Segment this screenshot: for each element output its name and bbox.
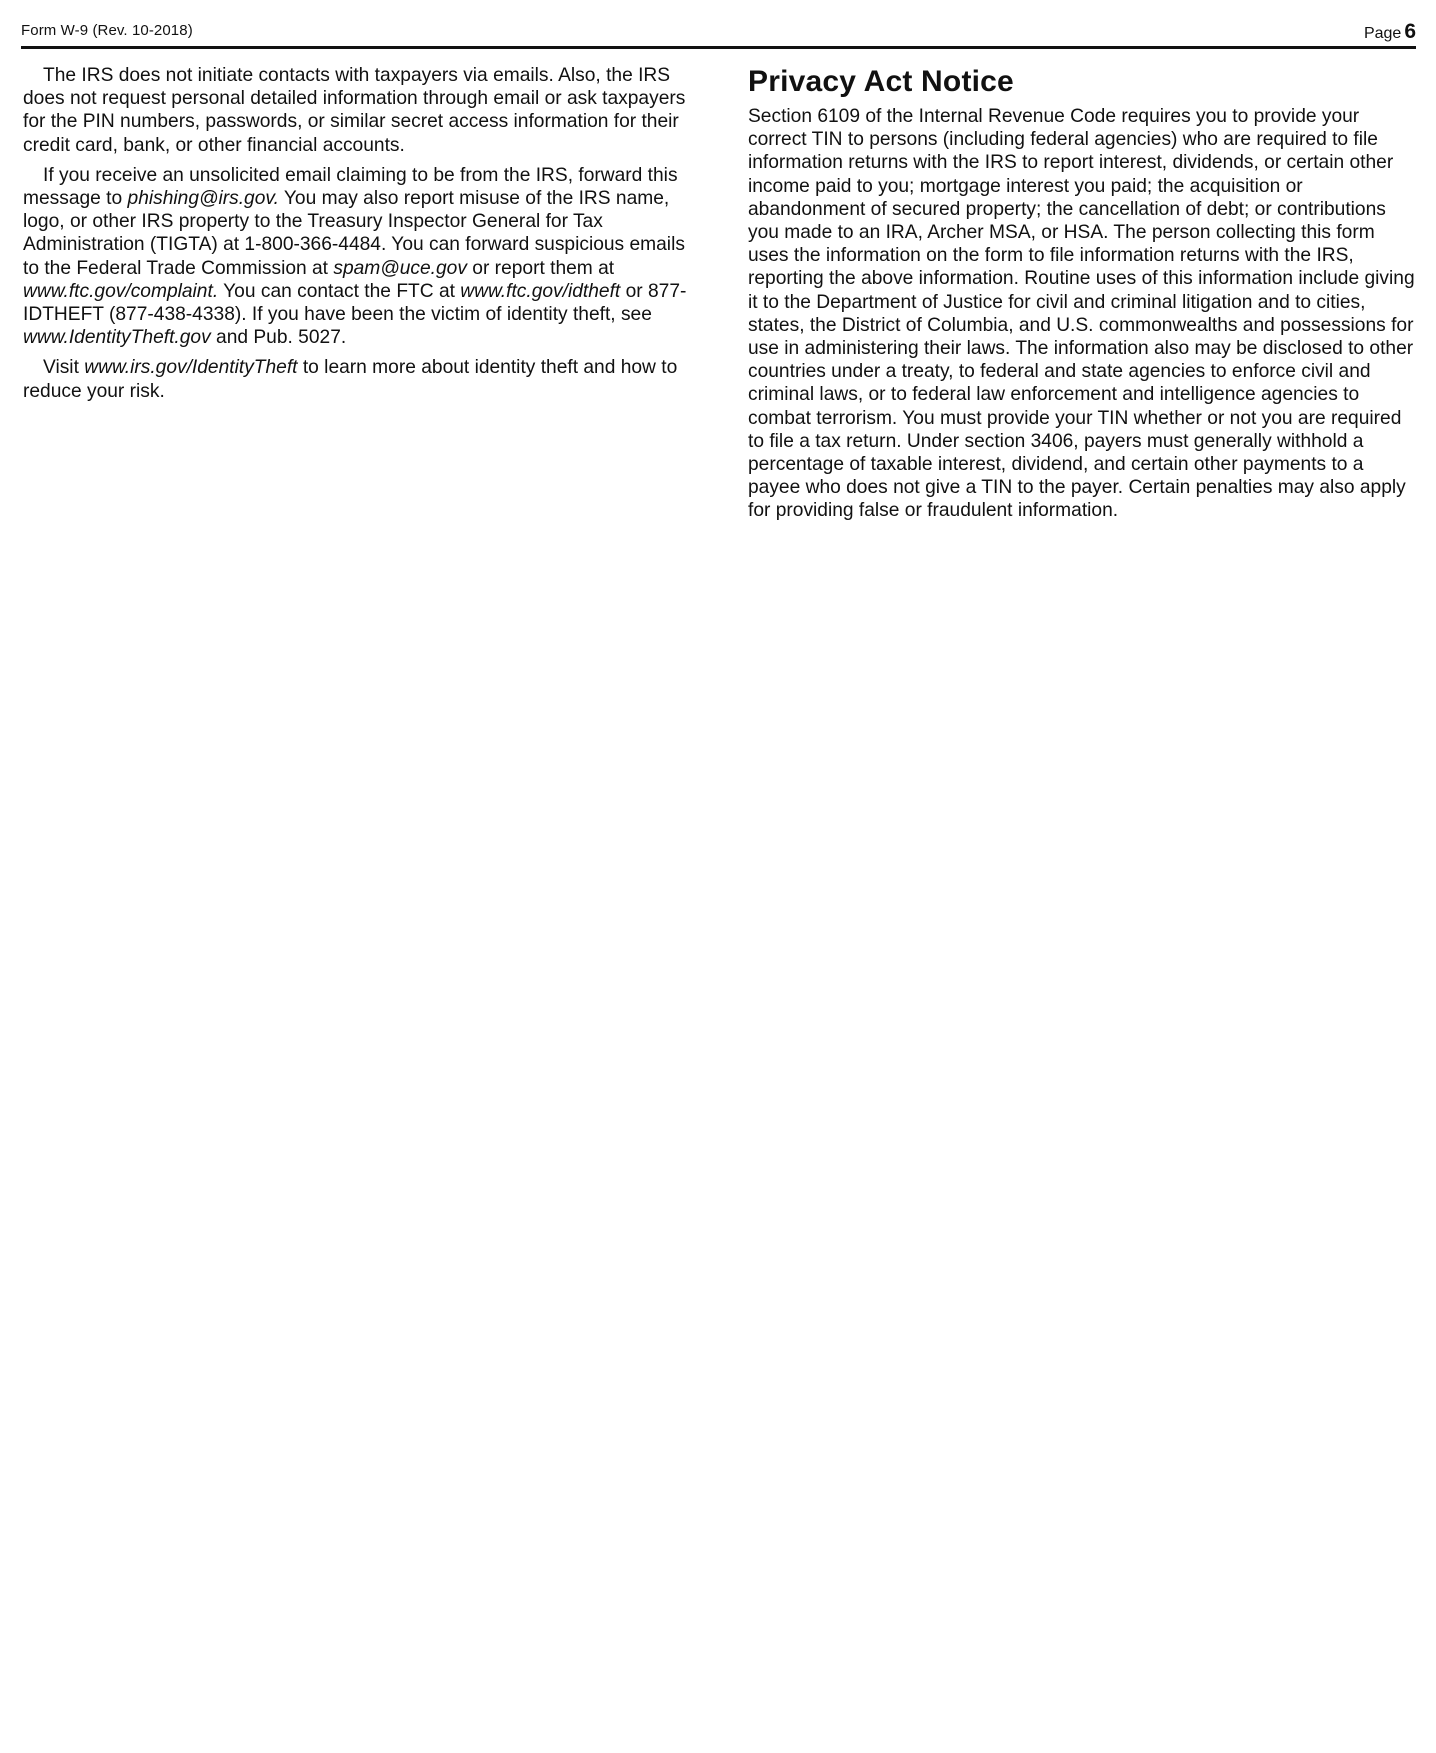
privacy-act-title: Privacy Act Notice: [748, 65, 1014, 98]
text-segment: You can contact the FTC at: [218, 280, 461, 302]
left-column: [23, 64, 698, 410]
page-header: [21, 18, 1416, 48]
page-indicator: [1364, 20, 1416, 44]
text-segment: You may also report misuse of the IRS name, logo, or other IRS property to the Treasury Inspector General for Tax Administration (TIGTA) at 1-800-366-4484. You can forward suspicious emails to the Federal Trade Commission at: [23, 188, 685, 279]
right-column: [748, 64, 1416, 530]
link-identitytheft-gov: www.IdentityTheft.gov: [23, 327, 211, 349]
paragraph-learn-more: [23, 356, 698, 402]
link-spam-email: spam@uce.gov: [333, 257, 467, 279]
paragraph-email-contacts: The IRS does not initiate contacts with taxpayers via emails. Also, the IRS does not request personal detailed information through email or ask taxpayers for the PIN numbers, passwords, or similar secret access information for their credit card, bank, or other financial accounts.: [23, 65, 686, 156]
text-segment: Visit: [43, 357, 85, 379]
link-phishing-email: phishing@irs.gov.: [127, 188, 279, 210]
page-number: 6: [1404, 20, 1416, 43]
text-segment: and Pub. 5027.: [210, 327, 347, 349]
text-segment: to learn more about identity theft and how to reduce your risk.: [23, 357, 678, 402]
text-segment: or 877-IDTHEFT (877-438-4338). If you have been the victim of identity theft, see: [23, 280, 687, 326]
link-ftc-complaint: www.ftc.gov/complaint.: [23, 280, 219, 302]
text-segment: or report them at: [466, 257, 615, 279]
paragraph-report-phishing: [23, 164, 698, 350]
form-id: Form W-9 (Rev. 10-2018): [21, 22, 193, 39]
link-ftc-idtheft: www.ftc.gov/idtheft: [460, 280, 621, 302]
link-irs-identitytheft: www.irs.gov/IdentityTheft: [84, 357, 298, 379]
privacy-act-body: Section 6109 of the Internal Revenue Code requires you to provide your correct TIN to persons (including federal agencies) who are required to file information returns with the IRS to report interest, dividends, or certain other income paid to you; mortgage interest you paid; the acquisition or abandonment of secured property; the cancellation of debt; or contributions you made to an IRA, Archer MSA, or HSA. The person collecting this form uses the information on the form to file information returns with the IRS, reporting the above information. Routine uses of this information include giving it to the Department of Justice for civil and criminal litigation and to cities, states, the District of Columbia, and U.S. commonwealths and possessions for use in administering their laws. The information also may be disclosed to other countries under a treaty, to federal and state agencies to enforce civil and criminal laws, or to federal law enforcement and intelligence agencies to combat terrorism. You must provide your TIN whether or not you are required to file a tax return. Under section 3406, payers must generally withhold a percentage of taxable interest, dividend, and certain other payments to a payee who does not give a TIN to the payer. Certain penalties may also apply for providing false or fraudulent information.: [748, 106, 1415, 522]
header-rule: [21, 46, 1416, 49]
page-label: Page: [1363, 25, 1402, 42]
text-segment: If you receive an unsolicited email claiming to be from the IRS, forward this message to: [23, 164, 678, 210]
